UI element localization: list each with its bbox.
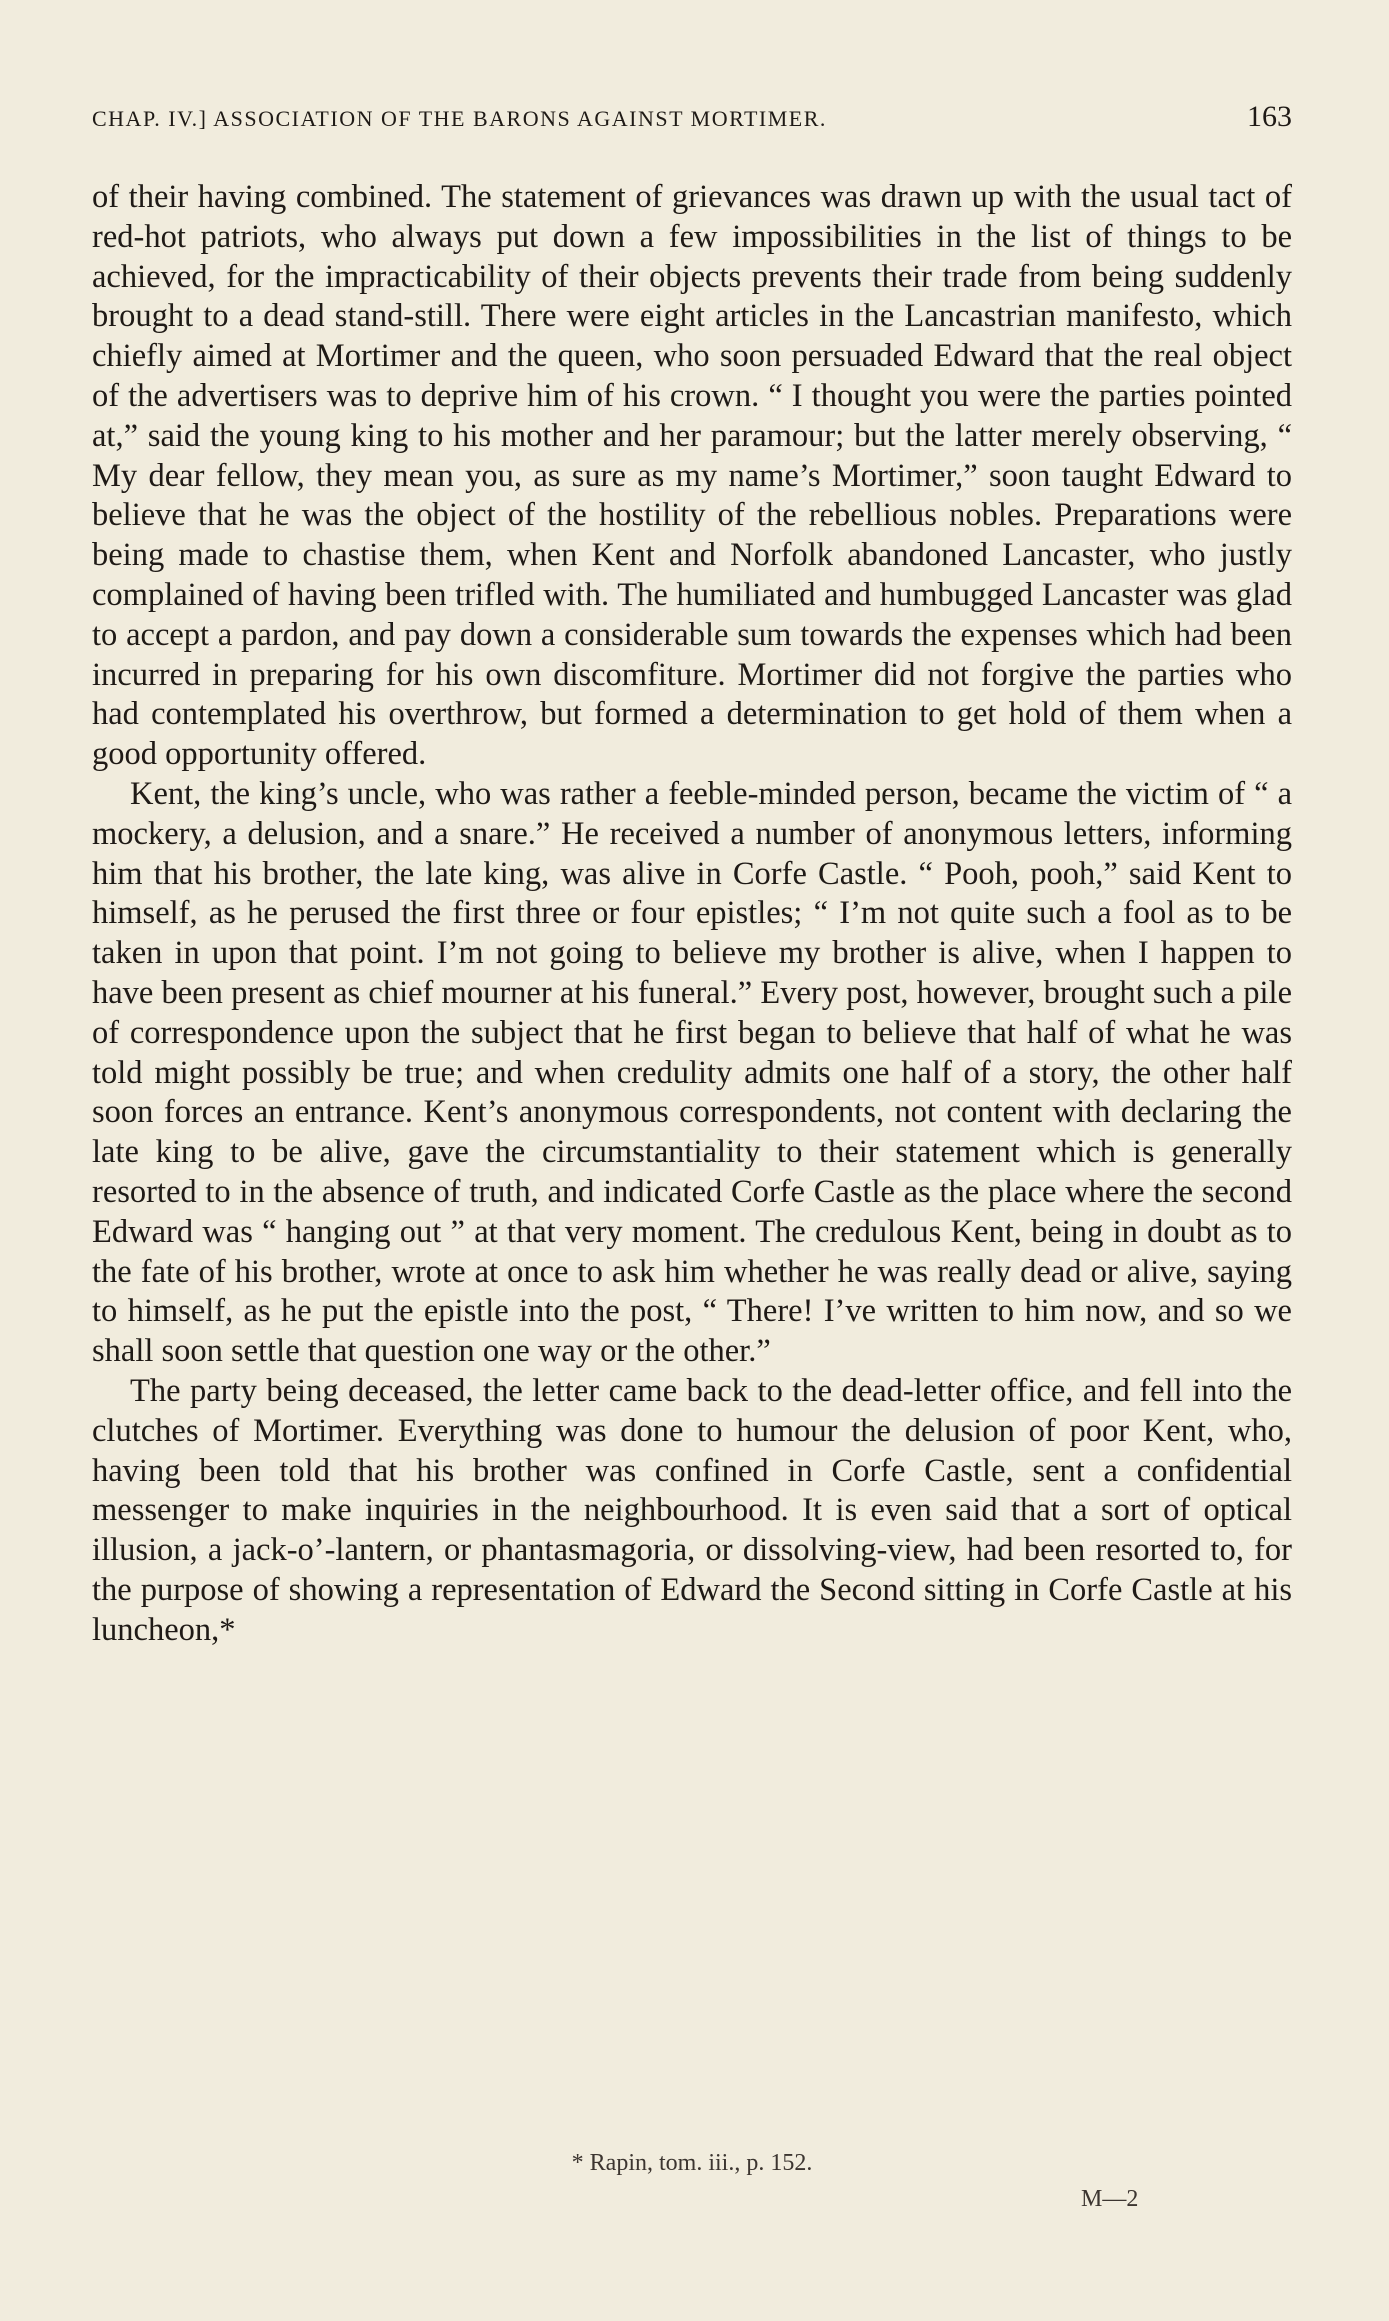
body-text — [92, 178, 1292, 1650]
footnote: * Rapin, tom. iii., p. 152. — [571, 2150, 813, 2176]
signature-mark: M—2 — [1081, 2186, 1139, 2212]
paragraph-3: The party being deceased, the letter came back to the dead-letter office, and fell into the clutches of Mortimer. Everything was done to humour the delusion of poor Kent, who, having been told that his brother was confined in Corfe Castle, sent a confidential messenger to make inquiries in the neighbourhood. It is even said that a sort of optical illusion, a jack-o’-lantern, or phantasmagoria, or dissolving-view, had been resorted to, for the purpose of showing a representation of Edward the Second sitting in Corfe Castle at his luncheon,* — [92, 1372, 1292, 1648]
page-number: 163 — [1247, 100, 1292, 133]
paragraph-1: of their having combined. The statement of grievances was drawn up with the usual tact of red-hot patriots, who always put down a few impossibilities in the list of things to be achieved, for the impracticability of their objects prevents their trade from being suddenly brought to a dead stand-still. There were eight articles in the Lancastrian manifesto, which chiefly aimed at Mortimer and the queen, who soon persuaded Edward that the real object of the advertisers was to deprive him of his crown. “ I thought you were the parties pointed at,” said the young king to his mother and her paramour; but the latter merely observing, “ My dear fellow, they mean you, as sure as my name’s Mortimer,” soon taught Edward to believe that he was the object of the hostility of the rebellious nobles. Preparations were being made to chastise them, when Kent and Norfolk abandoned Lancaster, who justly complained of having been trifled with. The humiliated and humbugged Lancaster was glad to accept a pardon, and pay down a considerable sum towards the expenses which had been incurred in preparing for his own discomfiture. Mortimer did not forgive the parties who had contemplated his overthrow, but formed a determination to get hold of them when a good opportunity offered. — [92, 179, 1292, 773]
paragraph-2: Kent, the king’s uncle, who was rather a feeble-minded person, became the victim of “ a mockery, a delusion, and a snare.” He received a number of anonymous letters, informing him that his brother, the late king, was alive in Corfe Castle. “ Pooh, pooh,” said Kent to himself, as he perused the first three or four epistles; “ I’m not quite such a fool as to be taken in upon that point. I’m not going to believe my brother is alive, when I happen to have been present as chief mourner at his funeral.” Every post, however, brought such a pile of correspondence upon the subject that he first began to believe that half of what he was told might possibly be true; and when credulity admits one half of a story, the other half soon forces an entrance. Kent’s anonymous correspondents, not content with declaring the late king to be alive, gave the circumstantiality to their statement which is generally resorted to in the absence of truth, and indicated Corfe Castle as the place where the second Edward was “ hanging out ” at that very moment. The credulous Kent, being in doubt as to the fate of his brother, wrote at once to ask him whether he was really dead or alive, saying to himself, as he put the epistle into the post, “ There! I’ve written to him now, and so we shall soon settle that question one way or the other.” — [92, 775, 1292, 1370]
running-head: CHAP. IV.] ASSOCIATION OF THE BARONS AGAINST MORTIMER. — [92, 106, 827, 131]
page-header — [92, 96, 1292, 144]
